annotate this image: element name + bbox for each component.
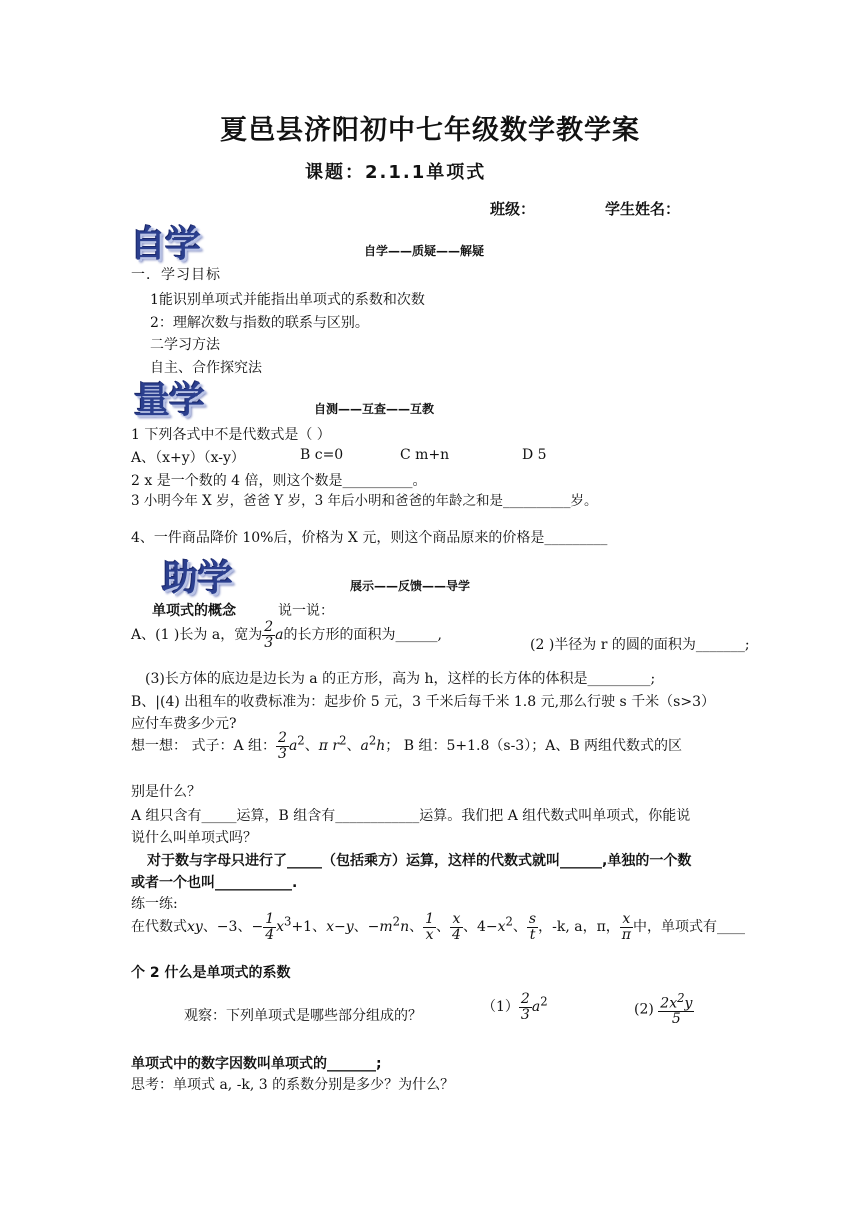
- self-study-banner: 自学: [130, 224, 201, 265]
- question-4: 4、一件商品降价 10%后，价格为 X 元，则这个商品原来的价格是_________: [131, 530, 608, 546]
- q1-option-b: B c=0: [300, 447, 344, 463]
- a1-post: 的长方形的面积为______,: [283, 627, 442, 644]
- lesson-subtitle: 课题：2.1.1单项式: [305, 162, 487, 183]
- help-header: 展示——反馈——导学: [350, 579, 471, 593]
- page-title: 夏邑县济阳初中七年级数学教学案: [220, 115, 640, 146]
- coefficient-definition: 单项式中的数字因数叫单项式的_______;: [131, 1056, 382, 1072]
- observe-item-2: (2) $\frac{2x^2y}{5}$: [634, 991, 693, 1028]
- question-3: 3 小明今年 X 岁，爸爸 Y 岁，3 年后小明和爸爸的年龄之和是__________岁。: [131, 493, 598, 509]
- observe-text: 观察：下列单项式是哪些部分组成的？: [184, 1008, 422, 1024]
- q1-option-d: D 5: [522, 447, 547, 463]
- fraction-two-thirds: $\frac{2}{3}$: [264, 619, 274, 651]
- class-label: 班级：: [490, 200, 536, 218]
- a1-pre: A、(1 )长为 a，宽为: [131, 627, 263, 644]
- method-text: 自主、合作探究法: [150, 360, 262, 376]
- question-1: 1 下列各式中不是代数式是（ ）: [131, 427, 331, 443]
- measure-header: 自测——互查——互教: [314, 402, 435, 416]
- item-b4-line1: B、|(4) 出租车的收费标准为：起步价 5 元，3 千米后每千米 1.8 元,那么行驶 s 千米（s>3）: [131, 694, 715, 710]
- self-study-header: 自学——质疑——解疑: [364, 244, 485, 258]
- method-heading: 二学习方法: [150, 337, 220, 353]
- item-a3: (3)长方体的底边是边长为 a 的正方形，高为 h，这样的长方体的体积是_________;: [145, 671, 656, 687]
- measure-banner: 量学: [134, 380, 205, 421]
- groupA-line1: A 组只含有_____运算，B 组含有____________运算。我们把 A 组代数式叫单项式，你能说: [131, 808, 691, 824]
- item-a1: A、(1 )长为 a，宽为 $\frac{2}{3}$ a的长方形的面积为______,: [131, 619, 442, 651]
- observe-item-1: （1） $\frac{2}{3}$ $a^2$: [482, 991, 548, 1023]
- practice-expression: 在代数式xy、−3、− $\frac{1}{4}$ $x^3+1$、x−y、$-m^2n$、 $\frac{1}{x}$ 、 $\frac{x}{4}$ 、$4-x^2$、 $\frac{s}{t}$ ，-k, a，π， $\frac{x}{\pi}$ 中，单项式有____: [131, 911, 745, 943]
- groupA-line2: 说什么叫单项式吗？: [131, 830, 257, 846]
- q1-option-a: A、（x+y）（x-y）: [131, 450, 245, 466]
- think-line1: 想一想： 式子：A 组： $\frac{2}{3}$ $a^2$、π $r^2$、$a^2h$； B 组：5+1.8（s-3）；A、B 两组代数式的区: [131, 730, 683, 762]
- learning-goals-heading: 一．学习目标: [131, 267, 221, 283]
- item-a2: (2 )半径为 r 的圆的面积为_______;: [530, 637, 750, 653]
- fraction-two-thirds-b: $\frac{2}{3}$: [278, 730, 287, 762]
- definition-line2: 或者一个也叫___________.: [131, 875, 298, 891]
- definition-line1: 对于数与字母只进行了_____（包括乘方）运算，这样的代数式就叫______,单独的一个数: [147, 853, 692, 869]
- student-name-label: 学生姓名：: [605, 200, 681, 218]
- q1-option-c: C m+n: [400, 447, 450, 463]
- item-b4-line2: 应付车费多少元?: [131, 716, 237, 732]
- concept-title: 单项式的概念: [152, 603, 236, 619]
- think-line2: 别是什么？: [131, 784, 201, 800]
- help-banner: 助学: [162, 558, 233, 599]
- practice-label: 练一练:: [131, 896, 178, 912]
- goal-1: 1能识别单项式并能指出单项式的系数和次数: [150, 292, 425, 308]
- concept-say: 说一说：: [278, 603, 334, 619]
- think-question-2: 思考：单项式 a, -k, 3 的系数分别是多少？为什么？: [131, 1077, 455, 1093]
- coefficient-heading: 个 2 什么是单项式的系数: [131, 965, 291, 981]
- question-2: 2 x 是一个数的 4 倍，则这个数是__________。: [131, 473, 427, 489]
- goal-2: 2：理解次数与指数的联系与区别。: [150, 315, 369, 331]
